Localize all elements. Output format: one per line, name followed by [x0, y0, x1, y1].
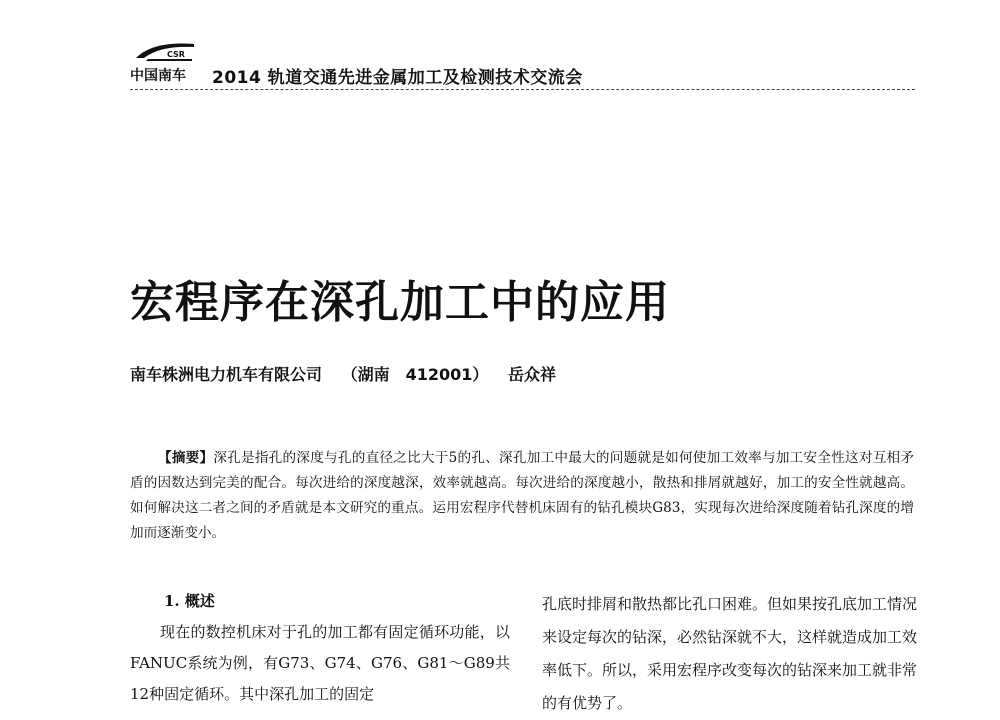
- author-location: （湖南 412001）: [341, 365, 489, 384]
- header-divider: [130, 89, 915, 90]
- abstract: [130, 446, 914, 546]
- section-heading: 1. 概述: [164, 592, 215, 610]
- author-name: 岳众祥: [507, 365, 556, 384]
- left-column: [130, 590, 510, 710]
- logo-company-text: 中国南车: [130, 68, 186, 84]
- right-column: [542, 588, 917, 720]
- abstract-label: 【摘要】: [158, 450, 214, 466]
- article-title: 宏程序在深孔加工中的应用: [130, 277, 670, 328]
- author-line: [130, 362, 570, 385]
- abstract-text: 深孔是指孔的深度与孔的直径之比大于5的孔、深孔加工中最大的问题就是如何使加工效率与加工安全性这对互相矛盾的因数达到完美的配合。每次进给的深度越深，效率就越高。每次进给的深度越小，散热和排屑就越好，加工的安全性就越高。如何解决这二者之间的矛盾就是本文研究的重点。运用宏程序代替机床固有的钻孔模块G83，实现每次进给深度随着钻孔深度的增加而逐渐变小。: [130, 450, 914, 541]
- csr-logo: [130, 38, 200, 82]
- right-paragraph: 孔底时排屑和散热都比孔口困难。但如果按孔底加工情况来设定每次的钻深，必然钻深就不大，这样就造成加工效率低下。所以，采用宏程序改变每次的钻深来加工就非常的有优势了。: [542, 595, 918, 712]
- logo-csr-text: CSR: [167, 50, 185, 59]
- section-paragraph: 现在的数控机床对于孔的加工都有固定循环功能，以FANUC系统为例，有G73、G74、G76、G81～G89共12种固定循环。其中深孔加工的固定: [130, 623, 510, 703]
- conference-title: 2014 轨道交通先进金属加工及检测技术交流会: [212, 68, 583, 88]
- train-logo-icon: [134, 40, 196, 62]
- author-company: 南车株洲电力机车有限公司: [130, 365, 323, 384]
- page-header: [130, 38, 915, 90]
